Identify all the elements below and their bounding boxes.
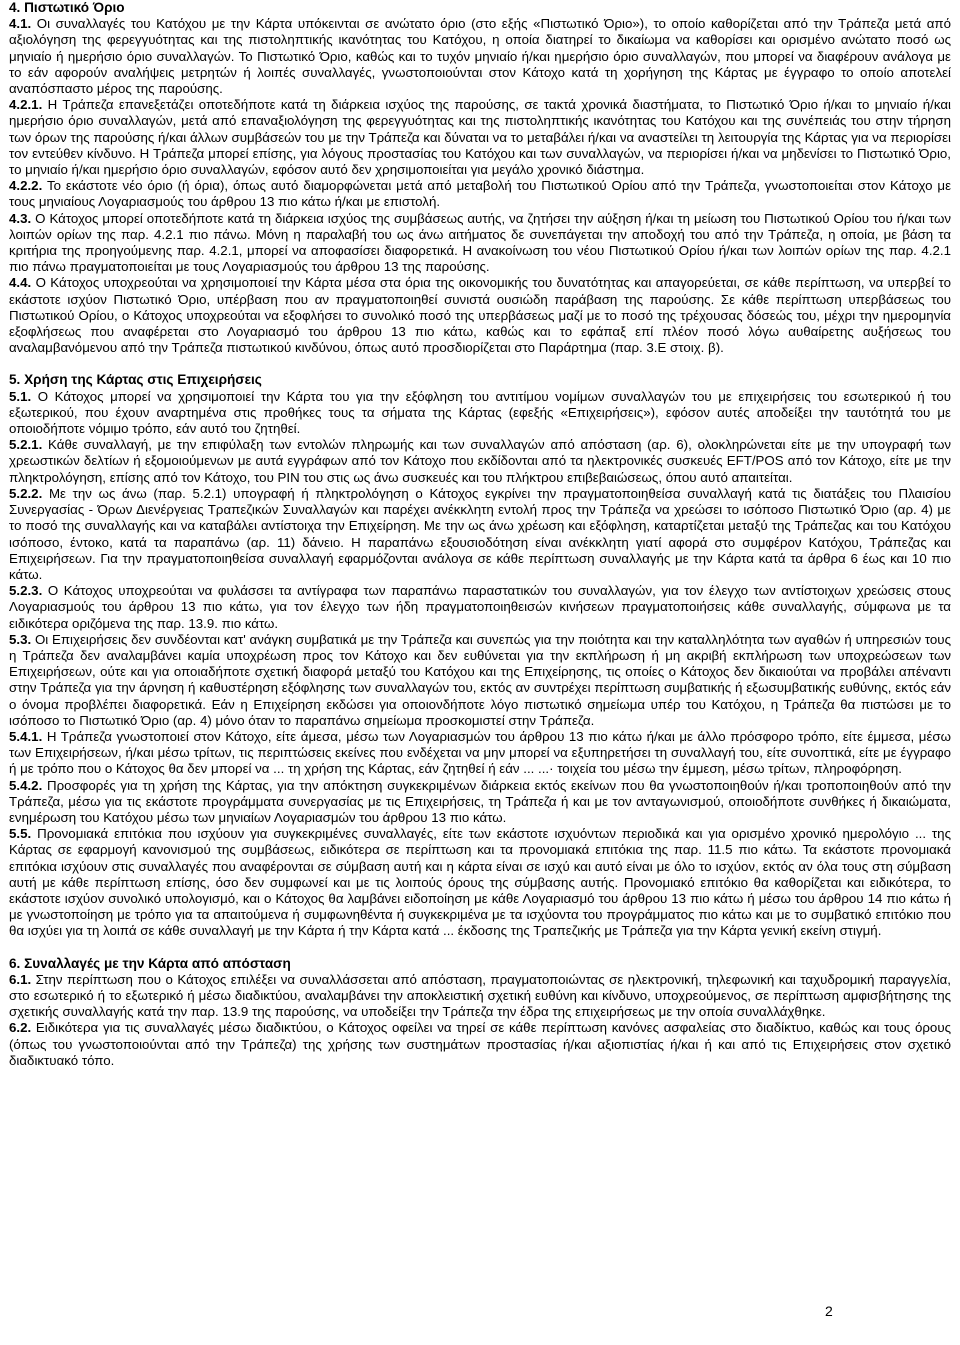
paragraph-4-2-1: 4.2.1. Η Τράπεζα επανεξετάζει οποτεδήποτε κατά τη διάρκεια ισχύος της παρούσης, σε τακτά χρονικά διαστήματα, το Πιστωτικό Όριο ή/και το μηνιαίο ή/και ημερήσιο όριο συναλλαγών, μετά από επαναξιολόγηση της φερεγγυότητας και της πιστοληπτικής ικανότητας του Κατόχου και της συνέπειάς του στην τήρηση των όρων της παρούσης ή/και άλλων συμβάσεών του με την Τράπεζα και δύναται να το μεταβάλει ή/και να αναστείλει τη λειτουργία της Κάρτας για να περιορίσει τον εντεύθεν κίνδυνο. Η Τράπεζα μπορεί επίσης, για λόγους προστασίας του Κατόχου και των συναλλαγών, να περιορίσει ή/και να μηδενίσει το Πιστωτικό Όριο, το μηνιαίο ή/και ημερήσιο όριο συναλλαγών, εφόσον αυτό δεν χρησιμοποιείται για μεγάλο χρονικό διάστημα. — [9, 97, 951, 178]
paragraph-5-1: 5.1. Ο Κάτοχος μπορεί να χρησιμοποιεί την Κάρτα του για την εξόφληση του αντιτίμου νομίμων συναλλαγών του με επιχειρήσεις του εσωτερικού ή του εξωτερικού, που έχουν αναρτημένα στις προθήκες τους τα σήματα της Κάρτας (εφεξής «Επιχειρήσεις»), εφόσον αυτές αποδείξει την ταυτότητά του με οποιοδήποτε νόμιμο τρόπο, εάν αυτό του ζητηθεί. — [9, 388, 951, 437]
paragraph-5-2-3: 5.2.3. Ο Κάτοχος υποχρεούται να φυλάσσει τα αντίγραφα των παραπάνω παραστατικών του συναλλαγών, για τον έλεγχο των αντίστοιχων χρεώσεις στους Λογαριασμούς του άρθρου 13 πιο κάτω, για τον έλεγχο των ήδη πραγματοποιηθεισών κινήσεων πραγματοποιήσεις κάθε συναλλαγής, σύμφωνα με τα ειδικότερα οριζόμενα της παρ. 13.9. πιο κάτω. — [9, 583, 951, 631]
section-4-heading: 4. Πιστωτικό Όριο — [9, 0, 125, 15]
section-6-paragraphs — [9, 972, 951, 1069]
paragraph-5-2-1: 5.2.1. Κάθε συναλλαγή, με την επιφύλαξη των εντολών πληρωμής και των συναλλαγών από απόσταση (αρ. 6), ολοκληρώνεται είτε με την υπογραφή των χρεωστικών δελτίων ή εξομοιούμενων με αυτά εγγράφων από τον Κάτοχο που εκδίδονται από τα ηλεκτρονικές συσκευές EFT/POS από τον Κάτοχο, είτε με την πληκτρολόγηση, επίσης από τον Κάτοχο, του PIN του στις ως άνω συσκευές και του πλήκτρου επιβεβαιώσεως, όπου αυτό απαιτείται. — [9, 437, 951, 485]
paragraph-4-2-2: 4.2.2. Το εκάστοτε νέο όριο (ή όρια), όπως αυτό διαμορφώνεται μετά από μεταβολή του Πιστωτικού Ορίου από την Τράπεζα, γνωστοποιείται στον Κάτοχο με τους μηνιαίους Λογαριασμούς του άρθρου 13 πιο κάτω ή/και με επιστολή. — [9, 178, 951, 210]
section-6-heading: 6. Συναλλαγές με την Κάρτα από απόσταση — [9, 955, 291, 971]
paragraph-6-1: 6.1. Στην περίπτωση που ο Κάτοχος επιλέξει να συναλλάσσεται από απόσταση, πραγματοποιώντας σε ηλεκτρονική, τηλεφωνική και ταχυδρομική παραγγελία, στο εσωτερικό ή το εξωτερικό ή μέσω διαδικτύου, αναλαμβάνει την αποκλειστική σχετική ευθύνη και κίνδυνο, υποχρεούμενος, σε περίπτωση αμφισβήτησης της σχετικής συναλλαγής κατά την παρ. 13.9 της παρούσης, να υποδείξει την Τράπεζα την έδρα της επιχειρήσεως με την οποία συναλλάχθηκε. — [9, 971, 951, 1020]
paragraph-5-3: 5.3. Οι Επιχειρήσεις δεν συνδέονται κατ' ανάγκη συμβατικά με την Τράπεζα και συνεπώς για την ποιότητα και την καταλληλότητα των αγαθών ή υπηρεσιών τους η Τράπεζα δεν αναλαμβάνει καμία υποχρέωση προς τον Κάτοχο και δεν ευθύνεται για την εκπλήρωση ή μη ακριβή εκπλήρωση των υποχρεώσεων των Επιχειρήσεων, ούτε και για οποιαδήποτε σχετική διαφορά μεταξύ του Κατόχου και της Επιχείρησης, τις οποίες ο Κάτοχος δεν δικαιούται να προβάλει απέναντι στην Τράπεζα για την άρνηση ή καθυστέρηση εξόφλησης των συναλλαγών του, εκτός αν συντρέχει περίπτωση συμβατικής ή εξωσυμβατικής ευθύνης, εκτός εάν ο όνομα προβλέπει διαφορετικά. Εάν η Επιχείρηση εκδώσει για οποιονδήποτε λόγο πιστωτικό σημείωμα υπέρ του Κατόχου, η Τράπεζα θα πιστώσει με το ισόποσο το Πιστωτικό Όριο (αρ. 4) μόνο όταν το παραπάνω σημείωμα προσκομιστεί στην Τράπεζα. — [9, 631, 951, 728]
section-spacer — [9, 356, 951, 372]
paragraph-5-5: 5.5. Προνομιακά επιτόκια που ισχύουν για συγκεκριμένες συναλλαγές, είτε των εκάστοτε ισχυόντων περιοδικά και για ορισμένο χρονικό ημερολόγιο ... της Κάρτας σε εφαρμογή κανονισμού της συμβάσεως, ειδικότερα σε περίπτωση και τα προνομιακά επιτόκια της παρ. 11.5 πιο κάτω. Τα εκάστοτε προνομιακά επιτόκια ισχύουν στις συναλλαγές που αναφέρονται σε σύμβαση αυτή και η κάρτα είναι σε ισχύ και αυτό είναι με όλο το ισχύον, εκτός αν όλα τους στη σύμβαση αυτή με κάθε περίπτωση επίσης, όσο δεν συμφωνεί και με τις λοιπούς όρους της σύμβασης αυτής. Προνομιακό επιτόκιο θα καθορίζεται και ειδικότερα, το εκάστοτε ισχύον συνολικό υπολογισμό, και ο Κάτοχος θα λαμβάνει ειδοποίηση με κάθε Λογαριασμό του άρθρου 13 πιο κάτω ή μέσω του άρθρου 14 πιο κάτω ή με γνωστοποίηση με τρόπο για τα απαιτούμενα ή συμφωνηθέντα ή συγκεκριμένα με τα ισχύοντα του προγράμματος πιο κάτω και με το συμβατικό επιτόκιο που θα ισχύει για τη λοιπά σε κάθε συναλλαγή με την Κάρτα ή την Κάρτα κατά ... έκδοσης της Τραπεζικής με Τράπεζα για την Κάρτα γενική εκείνη στιγμή. — [9, 826, 951, 939]
section-spacer — [9, 940, 951, 956]
paragraph-5-2-2: 5.2.2. Με την ως άνω (παρ. 5.2.1) υπογραφή ή πληκτρολόγηση ο Κάτοχος εγκρίνει την πραγματοποιηθείσα συναλλαγή κατά τις διατάξεις του Πλαισίου Συνεργασίας - Όρων Διενέργειας Τραπεζικών Συναλλαγών και παρέχει ανέκκλητη εντολή προς την Τράπεζα να χρεώσει το ισόποσο Πιστωτικό Όριο (αρ. 4) με το ποσό της συναλλαγής και να καταβάλει αντίστοιχα την Επιχείρηση. Με την ως άνω χρέωση και εξόφληση, καταρτίζεται μεταξύ της Τράπεζας και του Κατόχου ισόποσο, έντοκο, κατά τα παραπάνω (αρ. 11) δάνειο. Η παραπάνω εξουσιοδότηση είναι ανέκκλητη γιατί αφορά στο συμφέρον Κατόχου, Τράπεζας και Επιχειρήσεων. Για την πραγματοποιηθείσα συναλλαγή εφαρμόζονται ανάλογα σε κάθε περίπτωση συναλλαγής με την Κάρτα κατά τα άρθρα 6 έως και 10 πιο κάτω. — [9, 485, 951, 582]
paragraph-5-4-2: 5.4.2. Προσφορές για τη χρήση της Κάρτας, για την απόκτηση συγκεκριμένων διάρκεια εκτός εκείνων που θα γνωστοποιηθούν ή/και τροποποιηθούν από την Τράπεζα, μέσω για τις εκάστοτε προγράμματα συνεργασίας με τις Επιχειρήσεις, τη Τράπεζα ή και με τον ανταγωνισμού, οποιοδήποτε συνθήκες ή δικαιώματα, ενημέρωση του Κατόχου μέσω των μηνιαίων Λογαριασμών του άρθρου 13 πιο κάτω. — [9, 777, 951, 825]
paragraph-6-2: 6.2. Ειδικότερα για τις συναλλαγές μέσω διαδικτύου, ο Κάτοχος οφείλει να τηρεί σε κάθε περίπτωση κανόνες ασφαλείας στο διαδίκτυο, καθώς και τους όρους (όπως του γνωστοποιούνται από την Τράπεζα) της χρήσης των συστημάτων προστασίας ή/και αξιοπιστίας ή/και ή και από τις Επιχειρήσεις στον σχετικό διαδικτυακό τόπο. — [9, 1020, 951, 1068]
paragraph-4-1: 4.1. Οι συναλλαγές του Κατόχου με την Κάρτα υπόκεινται σε ανώτατο όριο (στο εξής «Πιστωτικό Όριο»), το οποίο καθορίζεται από την Τράπεζα μετά από αξιολόγηση της φερεγγυότητας και της πιστοληπτικής ικανότητας του Κατόχου, η οποία διατηρεί το δικαίωμα να καθορίσει και ορισμένο ανώτατο ποσό ως μηνιαίο ή ημερήσιο όριο συναλλαγών. Το Πιστωτικό Όριο, καθώς και το τυχόν μηνιαίο ή/και ημερήσιο όριο συναλλαγών, που μπορεί να διαφέρουν ανάλογα με το εάν αφορούν αναλήψεις μετρητών ή λοιπές συναλλαγές, γνωστοποιούνται στον Κάτοχο κατά τη χορήγηση της Κάρτας με έγγραφο το οποίο αποτελεί αναπόσπαστο μέρος της παρούσης. — [9, 16, 951, 97]
page-number: 2 — [825, 1303, 833, 1319]
section-5-paragraphs — [9, 389, 951, 940]
document-body — [9, 0, 951, 1069]
section-5-heading: 5. Χρήση της Κάρτας στις Επιχειρήσεις — [9, 372, 262, 388]
paragraph-5-4-1: 5.4.1. Η Τράπεζα γνωστοποιεί στον Κάτοχο, είτε άμεσα, μέσω των Λογαριασμών του άρθρου 13 πιο κάτω ή/και με άλλο πρόσφορο τρόπο, είτε έμμεσα, μέσω των Επιχειρήσεων, ή/και μέσω τρίτων, τις περιπτώσεις εκείνες που ενδέχεται να μην μπορεί να εξυπηρετήσει τη συναλλαγή του, είτε συνοπτικά, είτε με έγγραφο ή με τρόπο που ο Κάτοχος θα δεν μπορεί να ... τη χρήση της Κάρτας, εάν ζητηθεί ή εάν ... ...· τοιχεία του μέσω την έμμεση, μέσω τρίτων, πληροφόρηση. — [9, 728, 951, 777]
paragraph-4-3: 4.3. Ο Κάτοχος μπορεί οποτεδήποτε κατά τη διάρκεια ισχύος της συμβάσεως αυτής, να ζητήσει την αύξηση ή/και τη μείωση του Πιστωτικού Ορίου του ή/και των λοιπών ορίων της παρ. 4.2.1 πιο πάνω. Μόνη η παραλαβή του ως άνω αιτήματος δε συνεπάγεται την αποδοχή του από την Τράπεζα, η οποία, με βάση τα κριτήρια της προηγούμενης παρ. 4.2.1, μπορεί να αποφασίσει διαφορετικά. Η ανακοίνωση του νέου Πιστωτικού Ορίου ή/και των λοιπών ορίων της παρ. 4.2.1 πιο πάνω πραγματοποιείται με τους Λογαριασμούς του άρθρου 13 της παρούσης. — [9, 210, 951, 275]
paragraph-4-4: 4.4. Ο Κάτοχος υποχρεούται να χρησιμοποιεί την Κάρτα μέσα στα όρια της οικονομικής του δυνατότητας και απαγορεύεται, σε κάθε περίπτωση, να υπερβεί το εκάστοτε ισχύον Πιστωτικό Όριο, υπέρβαση που αν πραγματοποιηθεί συνιστά ουσιώδη παράβαση της παρούσης. Σε κάθε περίπτωση υπερβάσεως του Πιστωτικού Ορίου, ο Κάτοχος υποχρεούται να εξοφλήσει το συνολικό ποσό της υπερβάσεως μαζί με το ποσό της τρέχουσας δόσεώς του, μέχρι την ημερομηνία εξοφλήσεως που αναφέρεται στο Λογαριασμό του άρθρου 13 πιο κάτω, καθώς και το εφάπαξ επί πλέον ποσό λόγω αυθαίρετης αυξήσεως του αναλαμβανόμενου από την Τράπεζα πιστωτικού κινδύνου, όπως αυτό προσδιορίζεται στο Παράρτημα (παρ. 3.Ε στοιχ. β). — [9, 275, 951, 356]
section-4-paragraphs — [9, 16, 951, 356]
